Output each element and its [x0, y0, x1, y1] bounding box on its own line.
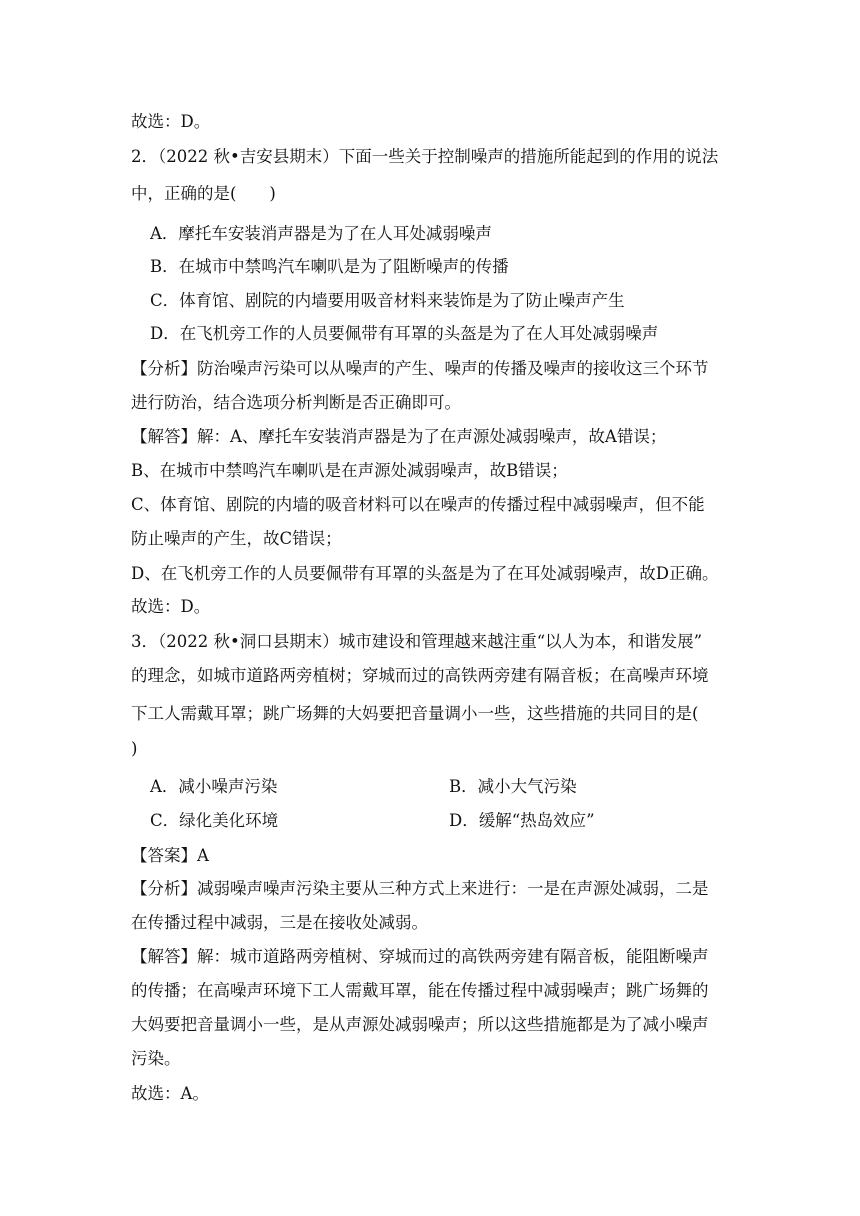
answer-line-q1: 故选：D。: [131, 112, 211, 131]
question-3-option-d: D．缓解“热岛效应”: [449, 811, 595, 830]
question-2-solution-line-4: 防止噪声的产生，故C错误；: [131, 529, 342, 548]
question-3-analysis-line-1: 【分析】减弱噪声噪声污染主要从三种方式上来进行：一是在声源处减弱，二是: [131, 879, 709, 898]
question-3-solution-line-3: 大妈要把音量调小一些，是从声源处减弱噪声；所以这些措施都是为了减小噪声: [131, 1015, 709, 1034]
question-3-option-c: C．绿化美化环境: [150, 811, 279, 830]
question-3-option-a: A．减小噪声污染: [150, 777, 278, 796]
question-3-stem-line-4: ): [131, 739, 138, 758]
question-3-solution-line-4: 污染。: [131, 1049, 181, 1068]
question-2-option-c: C．体育馆、剧院的内墙要用吸音材料来装饰是为了防止噪声产生: [150, 291, 625, 310]
question-2-stem-line-1: 2．（2022 秋•吉安县期末）下面一些关于控制噪声的措施所能起到的作用的说法: [131, 147, 719, 166]
question-2-analysis-line-2: 进行防治，结合选项分析判断是否正确即可。: [131, 393, 461, 412]
question-3-stem-line-2: 的理念，如城市道路两旁植树；穿城而过的高铁两旁建有隔音板；在高噪声环境: [131, 666, 709, 685]
question-3-solution-line-2: 的传播；在高噪声环境下工人需戴耳罩，能在传播过程中减弱噪声；跳广场舞的: [131, 981, 709, 1000]
question-2-analysis-line-1: 【分析】防治噪声污染可以从噪声的产生、噪声的传播及噪声的接收这三个环节: [131, 359, 709, 378]
question-3-analysis-line-2: 在传播过程中减弱，三是在接收处减弱。: [131, 913, 428, 932]
answer-line-q2: 故选：D。: [131, 597, 211, 616]
question-3-option-b: B．减小大气污染: [449, 777, 577, 796]
question-2-solution-line-2: B、在城市中禁鸣汽车喇叭是在声源处减弱噪声，故B错误；: [131, 461, 568, 480]
question-2-option-d: D．在飞机旁工作的人员要佩带有耳罩的头盔是为了在人耳处减弱噪声: [150, 324, 659, 343]
question-3-answer: 【答案】A: [131, 846, 209, 865]
question-2-solution-line-3: C、体育馆、剧院的内墙的吸音材料可以在噪声的传播过程中减弱噪声，但不能: [131, 495, 705, 514]
question-2-solution-line-5: D、在飞机旁工作的人员要佩带有耳罩的头盔是为了在耳处减弱噪声，故D正确。: [131, 564, 719, 583]
question-2-option-b: B．在城市中禁鸣汽车喇叭是为了阻断噪声的传播: [150, 257, 509, 276]
answer-line-q3: 故选：A。: [131, 1084, 209, 1103]
question-2-solution-line-1: 【解答】解：A、摩托车安装消声器是为了在声源处减弱噪声，故A错误；: [131, 427, 667, 446]
question-3-solution-line-1: 【解答】解：城市道路两旁植树、穿城而过的高铁两旁建有隔音板，能阻断噪声: [131, 947, 709, 966]
question-3-stem-line-1: 3．（2022 秋•洞口县期末）城市建设和管理越来越注重“以人为本，和谐发展”: [131, 632, 703, 651]
question-3-stem-line-3: 下工人需戴耳罩；跳广场舞的大妈要把音量调小一些，这些措施的共同目的是(: [131, 704, 699, 723]
question-2-stem-line-2: 中，正确的是( ): [131, 184, 276, 203]
question-2-option-a: A．摩托车安装消声器是为了在人耳处减弱噪声: [150, 224, 492, 243]
